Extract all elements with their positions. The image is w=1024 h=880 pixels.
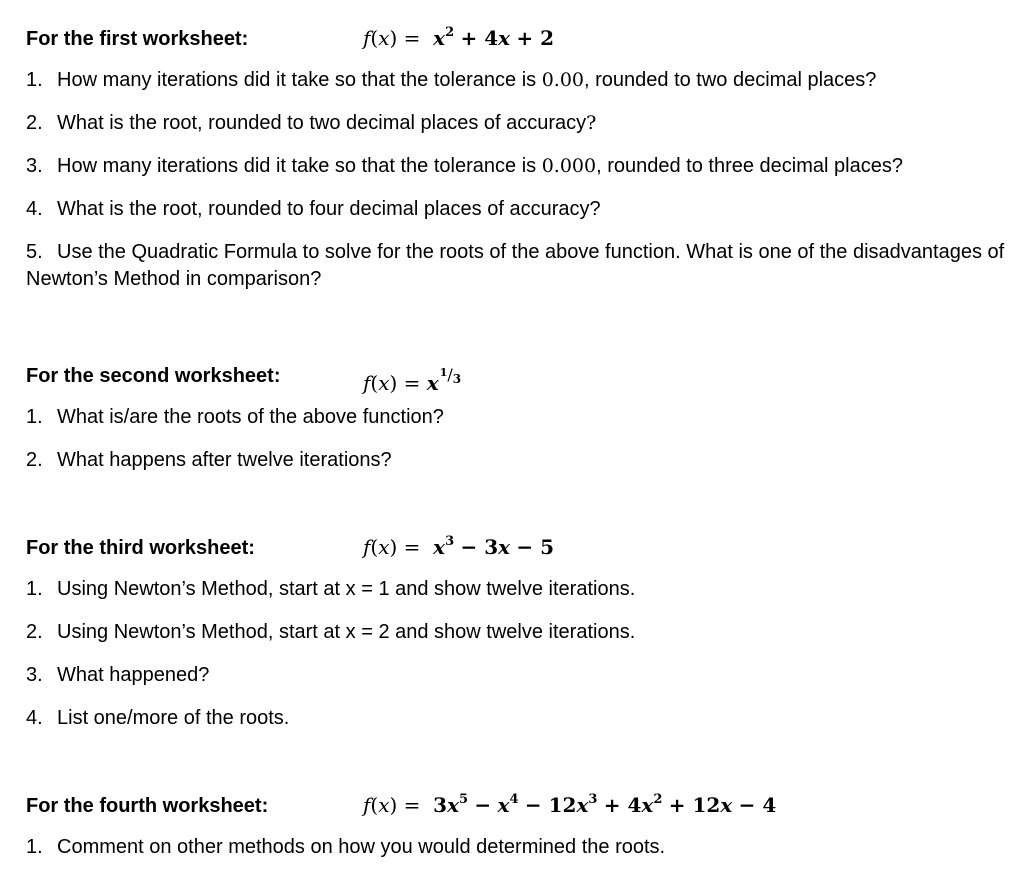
section-heading-row bbox=[26, 534, 1006, 562]
question-number: 1. bbox=[26, 836, 43, 858]
question-number: 1. bbox=[26, 69, 43, 91]
question-item bbox=[26, 153, 1006, 180]
section-second-worksheet bbox=[26, 362, 1006, 474]
question-number: 1. bbox=[26, 578, 43, 600]
section-heading-row bbox=[26, 25, 1006, 53]
section-heading-row bbox=[26, 792, 1006, 820]
function-formula: f(x) = x1/3 bbox=[363, 360, 461, 398]
question-item bbox=[26, 447, 1006, 474]
section-heading: For the second worksheet: bbox=[26, 365, 281, 387]
question-number: 5. bbox=[26, 241, 43, 263]
question-number: 1. bbox=[26, 406, 43, 428]
question-text: Using Newton’s Method, start at x = 2 and show twelve iterations. bbox=[57, 621, 636, 643]
section-heading: For the fourth worksheet: bbox=[26, 795, 269, 817]
question-text-end: , rounded to three decimal places? bbox=[596, 155, 903, 177]
question-item bbox=[26, 662, 1006, 689]
question-text: How many iterations did it take so that the tolerance is bbox=[57, 69, 542, 91]
question-text: What happened? bbox=[57, 664, 210, 686]
question-number: 4. bbox=[26, 707, 43, 729]
question-item bbox=[26, 196, 1006, 223]
question-number: 2. bbox=[26, 112, 43, 134]
question-item bbox=[26, 239, 1006, 293]
question-text: Use the Quadratic Formula to solve for the roots of the above function. What is one of the disadvantages of Newton’s Method in comparison? bbox=[26, 241, 1005, 290]
question-number: 2. bbox=[26, 449, 43, 471]
question-item bbox=[26, 619, 1006, 646]
section-heading-row bbox=[26, 362, 1006, 395]
function-formula: $f(x) = 3x^5 - x^4 - 12x^3 + 4x^2 + 12x - 4$ bbox=[363, 792, 777, 817]
question-number: 3. bbox=[26, 155, 43, 177]
question-text: What is the root, rounded to two decimal places of accuracy bbox=[57, 112, 587, 134]
question-item bbox=[26, 834, 1006, 861]
section-third-worksheet bbox=[26, 534, 1006, 732]
section-heading: For the third worksheet: bbox=[26, 537, 255, 559]
question-number: 4. bbox=[26, 198, 43, 220]
question-list bbox=[26, 67, 1006, 293]
tolerance-value: 0.000 bbox=[541, 155, 597, 177]
question-text-end: , rounded to two decimal places? bbox=[584, 69, 877, 91]
question-mark: ? bbox=[586, 112, 597, 134]
section-fourth-worksheet bbox=[26, 792, 1006, 861]
question-number: 3. bbox=[26, 664, 43, 686]
question-text: How many iterations did it take so that the tolerance is bbox=[57, 155, 542, 177]
question-text: What happens after twelve iterations? bbox=[57, 449, 392, 471]
question-item bbox=[26, 67, 1006, 94]
question-list bbox=[26, 576, 1006, 732]
function-formula: $f(x) = x^2 + 4x + 2$ bbox=[363, 25, 555, 50]
tolerance-value: 0.00 bbox=[541, 69, 584, 91]
function-formula: $f(x) = x^3 - 3x - 5$ bbox=[363, 534, 555, 559]
question-item bbox=[26, 705, 1006, 732]
question-text: Using Newton’s Method, start at x = 1 and show twelve iterations. bbox=[57, 578, 636, 600]
question-item bbox=[26, 110, 1006, 137]
question-item bbox=[26, 576, 1006, 603]
question-text: What is the root, rounded to four decimal places of accuracy? bbox=[57, 198, 601, 220]
question-text: List one/more of the roots. bbox=[57, 707, 290, 729]
section-heading: For the first worksheet: bbox=[26, 28, 249, 50]
fraction-exponent: 1/3 bbox=[439, 365, 462, 386]
question-list bbox=[26, 404, 1006, 474]
section-first-worksheet bbox=[26, 25, 1006, 293]
question-text: Comment on other methods on how you would determined the roots. bbox=[57, 836, 666, 858]
question-number: 2. bbox=[26, 621, 43, 643]
question-text: What is/are the roots of the above function? bbox=[57, 406, 444, 428]
question-item bbox=[26, 404, 1006, 431]
question-list bbox=[26, 834, 1006, 861]
